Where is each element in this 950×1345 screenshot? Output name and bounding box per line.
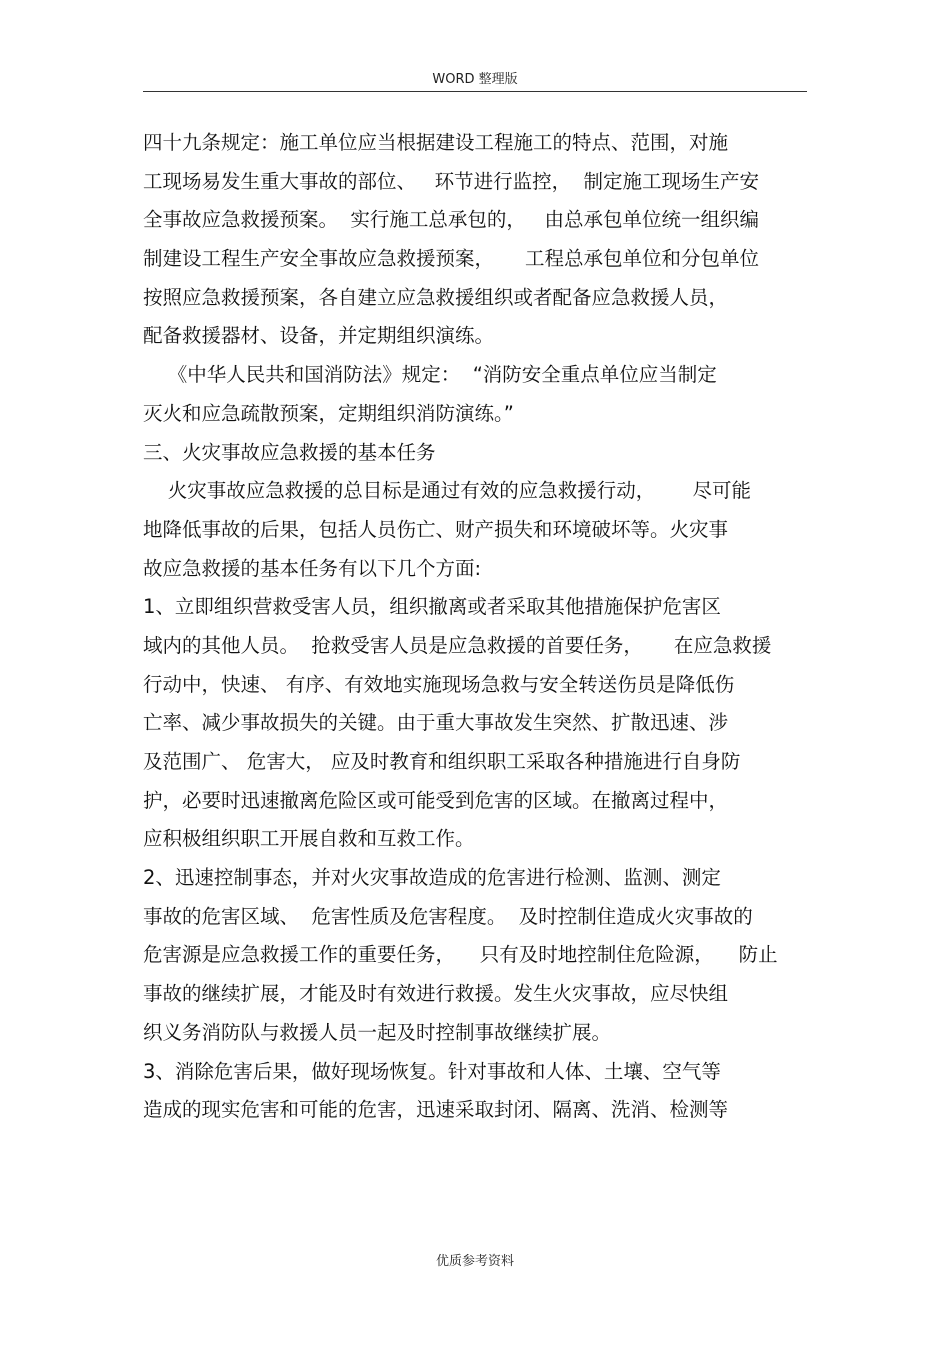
text-line: 全事故应急救援预案。 实行施工总承包的， 由总承包单位统一组织编 [143,208,759,232]
text-line: 灭火和应急疏散预案，定期组织消防演练。” [143,401,514,425]
text-line: 火灾事故应急救援的总目标是通过有效的应急救援行动， 尽可能 [143,479,751,503]
text-line: 危害源是应急救援工作的重要任务， 只有及时地控制住危险源， 防止 [143,943,778,967]
text-line: 工现场易发生重大事故的部位、 环节进行监控， 制定施工现场生产安 [143,169,759,193]
text-line: 造成的现实危害和可能的危害，迅速采取封闭、隔离、洗消、检测等 [143,1098,729,1122]
text-line: 织义务消防队与救援人员一起及时控制事故继续扩展。 [143,1020,612,1044]
text-line: 配备救援器材、设备，并定期组织演练。 [143,324,495,348]
text-line: 护，必要时迅速撤离危险区或可能受到危害的区域。在撤离过程中， [143,788,729,812]
document-body [143,124,823,1130]
text-line: 事故的继续扩展，才能及时有效进行救援。发生火灾事故，应尽快组 [143,982,729,1006]
text-line: 四十九条规定：施工单位应当根据建设工程施工的特点、范围，对施 [143,131,729,154]
text-line: 三、火灾事故应急救援的基本任务 [143,440,436,464]
text-line: 《中华人民共和国消防法》规定： “消防安全重点单位应当制定 [143,363,717,387]
text-line: 1、立即组织营救受害人员，组织撤离或者采取其他措施保护危害区 [143,595,721,619]
text-line: 2、迅速控制事态，并对火灾事故造成的危害进行检测、监测、测定 [143,866,721,890]
text-line: 地降低事故的后果，包括人员伤亡、财产损失和环境破坏等。火灾事 [143,517,729,541]
text-line: 行动中，快速、 有序、有效地实施现场急救与安全转送伤员是降低伤 [143,672,735,696]
text-line: 及范围广、 危害大， 应及时教育和组织职工采取各种措施进行自身防 [143,750,741,773]
page-footer: 优质参考资料 [435,1254,514,1269]
header-divider [143,91,807,92]
page-header: WORD 整理版 [432,72,518,87]
text-line: 按照应急救援预案，各自建立应急救援组织或者配备应急救援人员， [143,285,729,309]
text-line: 事故的危害区域、 危害性质及危害程度。 及时控制住造成火灾事故的 [143,904,753,928]
text-line: 故应急救援的基本任务有以下几个方面: [143,556,482,580]
text-line: 3、消除危害后果，做好现场恢复。针对事故和人体、土壤、空气等 [143,1059,721,1083]
text-line: 应积极组织职工开展自救和互救工作。 [143,827,475,851]
text-line: 亡率、减少事故损失的关键。由于重大事故发生突然、扩散迅速、涉 [143,711,729,735]
text-line: 制建设工程生产安全事故应急救援预案， 工程总承包单位和分包单位 [143,247,759,271]
text-line: 域内的其他人员。 抢救受害人员是应急救援的首要任务， 在应急救援 [143,633,772,657]
